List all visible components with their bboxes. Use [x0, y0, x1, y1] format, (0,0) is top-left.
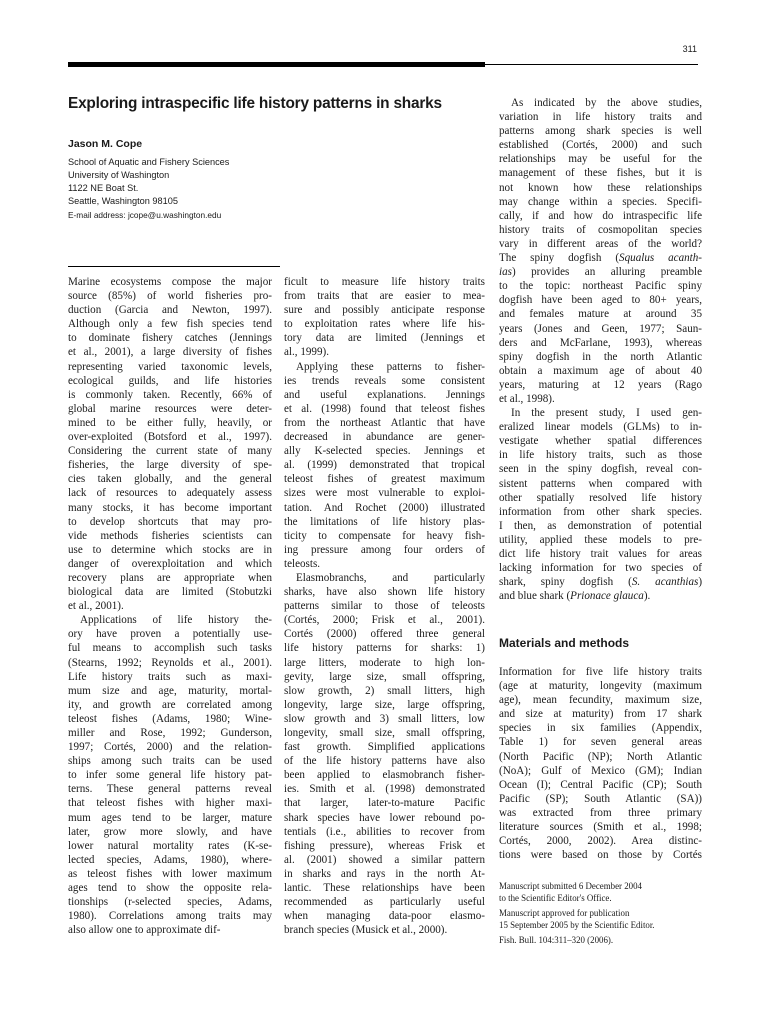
- citation-line: Fish. Bull. 104:311–320 (2006).: [499, 935, 614, 945]
- text-line: Ocean (I); Central Pacific (CP); South: [499, 778, 702, 791]
- footnote-line: to the Scientific Editor's Office.: [499, 893, 612, 903]
- text-line: spiny dogfish in the north Atlantic: [499, 350, 702, 363]
- text-line: eralized linear models (GLMs) to in-: [499, 421, 702, 434]
- text-span: The spiny dogfish (: [499, 252, 620, 265]
- text-line: large litters, moderate to high lon-: [284, 656, 485, 669]
- text-line: biological data are limited (Stobutzki: [68, 586, 272, 599]
- text-line: tory data are limited (Jennings et: [284, 332, 485, 345]
- text-line: et al. (1998) found that teleost fishes: [284, 402, 485, 415]
- text-line: lack of resources to adequately assess: [68, 487, 272, 500]
- author-affiliation: [68, 156, 229, 222]
- text-line: (age at maturity, longevity (maximum: [499, 680, 702, 693]
- text-line: fast growth. Simplified applications: [284, 741, 485, 754]
- text-line: ecological guilds, and life histories: [68, 374, 272, 387]
- text-line: ticity to compensate for heavy fish-: [284, 529, 485, 542]
- text-line: decreased in abundance are gener-: [284, 431, 485, 444]
- text-line: that teleost fishes with higher maxi-: [68, 797, 272, 810]
- text-line: been applied to elasmobranch fisher-: [284, 769, 485, 782]
- text-line: Considering the current state of many: [68, 445, 272, 458]
- text-line: Information for five life history traits: [499, 666, 702, 678]
- text-line: use to determine which stocks are in: [68, 543, 272, 556]
- text-line: Although only a few fish species tend: [68, 318, 272, 331]
- text-line: dogfish have been aged to 80+ years,: [499, 294, 702, 307]
- text-line: [499, 265, 702, 279]
- text-line: and useful explanations. Jennings: [284, 388, 485, 401]
- body-column-middle: [284, 275, 485, 937]
- affiliation-line: University of Washington: [68, 170, 170, 180]
- text-line: (North Pacific (NP); North Atlantic: [499, 750, 702, 763]
- text-line: As indicated by the above studies,: [511, 97, 702, 109]
- text-line: to dominate fishery catches (Jennings: [68, 332, 272, 345]
- text-line: and females mature at around 35: [499, 308, 702, 321]
- text-line: Table 1) for seven general areas: [499, 736, 702, 749]
- species-name: Squalus acanth-: [619, 252, 702, 265]
- text-line: ders and McFarlane, 1993), whereas: [499, 336, 702, 349]
- text-line: cies taken globally, and the general: [68, 473, 272, 486]
- text-line: life history patterns for sharks: 1): [284, 642, 485, 655]
- body-column-left: [68, 275, 272, 937]
- text-line: et al., 2001).: [68, 600, 124, 613]
- text-span: ).: [643, 590, 651, 603]
- text-line: as teleost fishes with lower maximum: [68, 867, 272, 880]
- text-line: global marine resources were deter-: [68, 402, 272, 415]
- text-line: ally K-selected species. Jennings et: [284, 445, 485, 458]
- text-line: Cortés, 2000, 2002). Area distinc-: [499, 835, 702, 848]
- text-line: teleost fishes (Adams, 1980; Wine-: [68, 712, 272, 725]
- text-line: ful means to accomplish such tasks: [68, 642, 272, 655]
- text-line: teleost fishes of greatest maximum: [284, 473, 485, 486]
- text-line: to infer some general life history pat-: [68, 769, 272, 782]
- text-line: mum ages tend to be larger, mature: [68, 811, 272, 824]
- text-line: variation in life history traits and: [499, 111, 702, 124]
- text-line: other spatially resolved life history: [499, 491, 702, 504]
- text-line: vary in different areas of the world?: [499, 237, 702, 250]
- text-line: tions were based on those by Cortés: [499, 849, 702, 862]
- text-line: age), mean fecundity, maximum size,: [499, 694, 702, 707]
- text-line: from traits that are easier to mea-: [284, 290, 485, 303]
- text-line: history traits of cosmopolitan species: [499, 223, 702, 236]
- text-line: and size at maturity) from 17 shark: [499, 708, 702, 721]
- text-line: seen in the spiny dogfish, reveal con-: [499, 463, 702, 476]
- text-line: species in six families (Appendix,: [499, 722, 702, 735]
- text-line: teleosts.: [284, 557, 321, 570]
- text-line: the limitations of life history plas-: [284, 515, 485, 528]
- text-line: mum size and age, maturity, mortal-: [68, 684, 272, 697]
- text-line: later, grow more slowly, and have: [68, 825, 272, 838]
- text-line: recovery plans are appropriate when: [68, 571, 272, 584]
- text-line: to the topic: northeast Pacific spiny: [499, 280, 702, 293]
- text-span: ) provides an alluring preamble: [511, 266, 702, 279]
- text-line: al. (1999) demonstrated that tropical: [284, 459, 485, 472]
- text-line: lacking information for two species of: [499, 562, 702, 575]
- species-name: Prionace glauca: [570, 590, 644, 603]
- text-line: sistent patterns when compared with: [499, 477, 702, 490]
- header-rule-thin: [485, 64, 698, 65]
- text-line: fishing pressure), whereas Frisk et: [284, 839, 485, 852]
- text-line: lower natural mortality rates (K-se-: [68, 839, 272, 852]
- text-line: longevity, large size, large offspring,: [284, 698, 485, 711]
- text-line: sure and possibly anticipate response: [284, 304, 485, 317]
- text-line: years, maturing at 12 years (Rago: [499, 378, 702, 391]
- text-line: in life history traits, such as those: [499, 449, 702, 462]
- text-line: mined to be either fully, heavily, or: [68, 416, 272, 429]
- text-line: et al., 2001), a large diversity of fishes: [68, 346, 272, 359]
- text-line: source (85%) of world fisheries pro-: [68, 290, 272, 303]
- text-line: vestigate whether spatial differences: [499, 435, 702, 448]
- text-line: Pacific (SP); South Atlantic (SA)): [499, 792, 702, 805]
- header-rule: [68, 62, 485, 67]
- manuscript-footnote: [499, 880, 704, 946]
- text-line: to develop shortcuts that may pro-: [68, 515, 272, 528]
- text-line: patterns among shark species is well: [499, 125, 702, 138]
- text-line: shark species have lower rebound po-: [284, 811, 485, 824]
- text-line: is commonly taken. Recently, 66% of: [68, 388, 272, 401]
- text-line: not known how these relationships: [499, 181, 702, 194]
- page-number: 311: [682, 44, 697, 54]
- text-line: dict life history trait values for areas: [499, 548, 702, 560]
- text-line: from the northeast Atlantic that have: [284, 416, 485, 429]
- body-column-right-top: [499, 96, 702, 603]
- text-span: shark, spiny dogfish (: [499, 576, 632, 589]
- text-line: In the present study, I used gen-: [511, 407, 702, 420]
- species-name: S. acanthias: [631, 576, 699, 589]
- text-line: patterns similar to those of teleosts: [284, 600, 485, 613]
- text-line: of the life history patterns have also: [284, 755, 485, 768]
- text-line: gevity, large size, small offspring,: [284, 670, 485, 683]
- text-line: terns. These general patterns reveal: [68, 783, 272, 796]
- text-line: established (Cortés, 2000) and such: [499, 139, 702, 152]
- text-line: was extracted from three primary: [499, 806, 702, 819]
- text-line: information from other shark species.: [499, 505, 702, 518]
- text-line: utility, applied these models to pre-: [499, 533, 702, 546]
- text-line: may change within a species. Specifi-: [499, 195, 702, 208]
- text-line: tionships (r-selected species, Adams,: [68, 896, 272, 909]
- author-email: E-mail address: jcope@u.washington.edu: [68, 210, 222, 220]
- text-line: in sharks and rays in the north At-: [284, 867, 485, 880]
- text-line: longevity, small size, small offspring,: [284, 727, 485, 739]
- text-line: tentials (i.e., abilities to recover from: [284, 825, 485, 838]
- footnote-line: Manuscript submitted 6 December 2004: [499, 881, 642, 891]
- text-line: (Cortés, 2000; Frisk et al., 2001).: [284, 614, 485, 627]
- text-line: al., 1999).: [284, 346, 329, 359]
- text-line: (Stearns, 1992; Reynolds et al., 2001).: [68, 656, 272, 669]
- text-line: ing pressure among four orders of: [284, 543, 485, 556]
- text-line: fisheries, the large diversity of spe-: [68, 459, 272, 472]
- text-line: slow growth, 2) small litters, high: [284, 684, 485, 697]
- text-line: when managing data-poor elasmo-: [284, 910, 485, 923]
- text-line: management of these fishes, but it is: [499, 167, 702, 180]
- text-line: 1980). Correlations among traits may: [68, 910, 272, 923]
- text-line: miller and Rose, 1992; Gunderson,: [68, 727, 272, 739]
- text-line: branch species (Musick et al., 2000).: [284, 924, 448, 937]
- text-line: Marine ecosystems compose the major: [68, 276, 272, 288]
- species-name: ias: [499, 266, 512, 279]
- text-line: danger of overexploitation and which: [68, 557, 272, 570]
- text-line: relationships may be useful for the: [499, 153, 702, 166]
- text-line: al. (2001) showed a similar pattern: [284, 853, 485, 866]
- text-line: literature sources (Smith et al., 1998;: [499, 821, 702, 834]
- text-line: ficult to measure life history traits: [284, 276, 485, 288]
- text-line: [499, 575, 702, 589]
- section-rule: [68, 266, 280, 267]
- text-span: and blue shark (: [499, 590, 571, 603]
- text-line: Applying these patterns to fisher-: [296, 360, 485, 373]
- text-line: (NoA); Gulf of Mexico (GM); Indian: [499, 764, 702, 777]
- text-line: Applications of life history the-: [80, 614, 272, 627]
- text-line: sharks, have also shown life history: [284, 586, 485, 599]
- text-line: lantic. These relationships have been: [284, 882, 485, 895]
- text-line: representing varied taxonomic levels,: [68, 360, 272, 373]
- footnote-line: 15 September 2005 by the Scientific Editor.: [499, 920, 655, 930]
- text-line: recommended as particularly useful: [284, 896, 485, 909]
- body-column-right-bottom: [499, 665, 702, 862]
- section-heading: Materials and methods: [499, 636, 630, 650]
- text-line: 1997; Cortés, 2000) and the relation-: [68, 741, 272, 754]
- text-line: ies. Smith et al. (1998) demonstrated: [284, 783, 485, 796]
- article-title: Exploring intraspecific life history patterns in sharks: [68, 95, 442, 112]
- text-line: Cortés (2000) offered three general: [284, 628, 485, 641]
- text-line: Life history traits such as maxi-: [68, 670, 272, 683]
- text-line: ships among such traits can be used: [68, 755, 272, 768]
- text-line: also allow one to approximate dif-: [68, 924, 221, 937]
- text-line: years (Jones and Geen, 1977; Saun-: [499, 322, 702, 335]
- text-line: obtain a maximum age of about 40: [499, 364, 702, 377]
- affiliation-line: Seattle, Washington 98105: [68, 196, 178, 206]
- text-line: tation. And Rochet (2000) illustrated: [284, 501, 485, 514]
- text-line: that larger, later-to-mature Pacific: [284, 797, 485, 810]
- text-line: et al., 1998).: [499, 392, 555, 405]
- text-line: many stocks, it has become important: [68, 501, 272, 514]
- text-line: vide methods fisheries scientists can: [68, 529, 272, 542]
- text-span: ): [698, 576, 703, 589]
- text-line: ies trends reveals some consistent: [284, 374, 485, 387]
- text-line: slow growth and 3) small litters, low: [284, 712, 485, 725]
- author-name: Jason M. Cope: [68, 138, 143, 150]
- text-line: I then, as demonstration of potential: [499, 519, 702, 532]
- affiliation-line: 1122 NE Boat St.: [68, 183, 139, 193]
- footnote-line: Manuscript approved for publication: [499, 908, 630, 918]
- text-line: [499, 589, 702, 603]
- affiliation-line: School of Aquatic and Fishery Sciences: [68, 157, 230, 167]
- text-line: [499, 251, 702, 265]
- text-line: duction (Garcia and Newton, 1997).: [68, 304, 272, 317]
- text-line: lected species, Adams, 1980), where-: [68, 853, 272, 866]
- text-line: over-exploited (Botsford et al., 1997).: [68, 431, 272, 444]
- text-line: Elasmobranchs, and particularly: [296, 571, 485, 584]
- text-line: ity, and growth are correlated among: [68, 698, 272, 711]
- text-line: sizes were most vulnerable to exploi-: [284, 487, 485, 500]
- text-line: to exploitation rates where life his-: [284, 318, 485, 331]
- text-line: cally, if and how do intraspecific life: [499, 209, 702, 222]
- text-line: ory have proven a potentially use-: [68, 628, 272, 641]
- text-line: ages tend to show the opposite rela-: [68, 882, 272, 895]
